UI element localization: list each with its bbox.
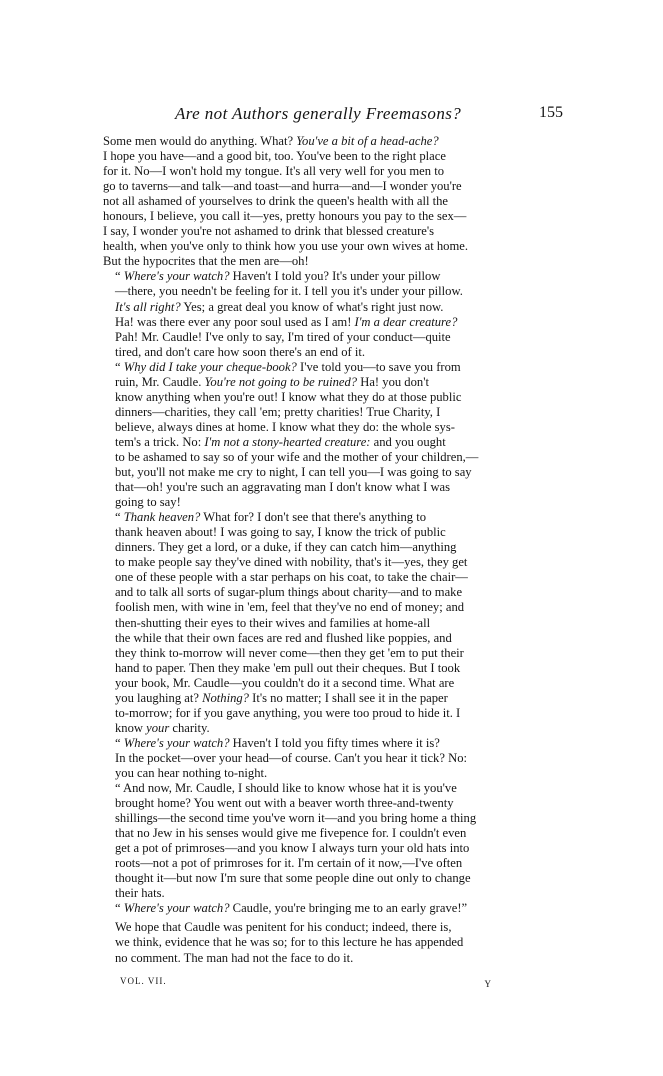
- text-segment: thank heaven about! I was going to say, I know the trick of public: [115, 525, 446, 540]
- text-segment: to-morrow; for if you gave anything, you were too proud to hide it. I: [115, 705, 461, 720]
- text-segment: —there, you needn't be feeling for it. I tell you it's under your pillow.: [115, 284, 463, 299]
- text-line: [103, 480, 558, 495]
- text-line: [103, 239, 558, 254]
- page-number: 155: [539, 104, 563, 121]
- text-segment: we think, evidence that he was so; for to this lecture he has appended: [115, 935, 464, 950]
- text-segment: but, you'll not make me cry to night, I can tell you—I was going to say: [115, 465, 472, 480]
- text-line: [103, 209, 558, 224]
- text-segment: no comment. The man had not the face to do it.: [115, 950, 354, 965]
- text-line: [103, 570, 558, 585]
- text-segment: believe, always dines at home. I know what they do: the whole sys-: [115, 419, 455, 434]
- text-segment: dinners. They get a lord, or a duke, if they can catch him—anything: [115, 540, 457, 555]
- italic-text: I'm a dear creature?: [354, 314, 458, 329]
- text-segment: you laughing at?: [115, 690, 203, 705]
- text-segment: the while that their own faces are red and flushed like poppies, and: [115, 630, 452, 645]
- text-line: [103, 224, 558, 239]
- text-line: [103, 540, 558, 555]
- text-segment: ruin, Mr. Caudle.: [115, 374, 205, 389]
- text-line: [103, 901, 558, 916]
- text-segment: Some men would do anything. What?: [103, 134, 297, 148]
- text-segment: I say, I wonder you're not ashamed to drink that blessed creature's: [103, 224, 435, 239]
- text-segment: for it. No—I won't hold my tongue. It's all very well for you men to: [103, 164, 445, 179]
- text-segment: one of these people with a star perhaps on his coat, to take the chair—: [115, 570, 468, 585]
- italic-text: Where's your watch?: [123, 735, 230, 750]
- text-line: [103, 375, 558, 390]
- italic-text: I'm not a stony-hearted creature:: [204, 434, 371, 449]
- text-segment: know anything when you're out! I know what they do at those public: [115, 389, 462, 404]
- text-segment: “: [115, 359, 124, 374]
- text-line: [103, 736, 558, 751]
- text-segment: But the hypocrites that the men are—oh!: [103, 254, 309, 269]
- text-segment: Haven't I told you fifty times where it is?: [229, 735, 440, 750]
- text-line: [103, 781, 558, 796]
- text-segment: dinners—charities, they call 'em; pretty charities! True Charity, I: [115, 404, 441, 419]
- text-segment: and to talk all sorts of sugar-plum things about charity—and to make: [115, 585, 463, 600]
- signature-mark: Y: [484, 979, 492, 989]
- text-line: [103, 691, 558, 706]
- paragraph: [103, 134, 558, 269]
- text-line: [103, 435, 558, 450]
- paragraph: [103, 510, 558, 736]
- text-segment: they think to-morrow will never come—then they get 'em to put their: [115, 645, 464, 660]
- text-line: [103, 450, 558, 465]
- text-line: [103, 345, 558, 360]
- italic-text: Where's your watch?: [123, 269, 230, 284]
- body-text: [103, 134, 558, 966]
- text-segment: Haven't I told you? It's under your pillow: [229, 269, 441, 284]
- text-line: [103, 706, 558, 721]
- text-line: [103, 616, 558, 631]
- text-line: [103, 826, 558, 841]
- text-segment: foolish men, with wine in 'em, feel that they've no end of money; and: [115, 600, 465, 615]
- text-line: [103, 841, 558, 856]
- text-segment: Yes; a great deal you know of what's right just now.: [180, 299, 444, 314]
- text-line: [103, 164, 558, 179]
- text-segment: What for? I don't see that there's anything to: [200, 510, 427, 525]
- text-segment: tem's a trick. No:: [115, 434, 205, 449]
- text-segment: “ And now, Mr. Caudle, I should like to know whose hat it is you've: [115, 781, 457, 796]
- text-line: [103, 661, 558, 676]
- text-line: [103, 721, 558, 736]
- text-segment: thought it—but now I'm sure that some people dine out only to change: [115, 871, 471, 886]
- text-segment: then-shutting their eyes to their wives and families at home-all: [115, 615, 431, 630]
- text-line: [103, 631, 558, 646]
- paragraph: [103, 901, 558, 916]
- text-line: [103, 465, 558, 480]
- text-line: [103, 585, 558, 600]
- volume-label: VOL. VII.: [120, 976, 167, 986]
- text-line: [103, 886, 558, 901]
- italic-text: Thank heaven?: [123, 510, 201, 525]
- text-segment: I hope you have—and a good bit, too. You've been to the right place: [103, 149, 446, 164]
- running-header: [103, 102, 563, 126]
- text-segment: to make people say they've dined with nobility, that's it—yes, they get: [115, 555, 468, 570]
- text-segment: Caudle, you're bringing me to an early grave!”: [229, 901, 468, 916]
- text-line: [103, 405, 558, 420]
- text-segment: charity.: [169, 720, 210, 735]
- text-line: [103, 315, 558, 330]
- italic-text: You're not going to be ruined?: [204, 374, 358, 389]
- text-line: [103, 194, 558, 209]
- text-line: [103, 330, 558, 345]
- text-line: [103, 600, 558, 615]
- text-line: [103, 149, 558, 164]
- paragraph: [103, 360, 558, 510]
- italic-text: Why did I take your cheque-book?: [123, 359, 297, 374]
- text-segment: that—oh! you're such an aggravating man I don't know what I was: [115, 480, 451, 495]
- text-segment: hand to paper. Then they make 'em pull out their cheques. But I took: [115, 660, 461, 675]
- text-segment: their hats.: [115, 886, 165, 901]
- running-title: Are not Authors generally Freemasons?: [175, 104, 462, 123]
- text-segment: We hope that Caudle was penitent for his conduct; indeed, there is,: [115, 920, 452, 935]
- text-line: [103, 300, 558, 315]
- text-line: [103, 856, 558, 871]
- text-segment: go to taverns—and talk—and toast—and hurra—and—I wonder you're: [103, 179, 462, 194]
- text-line: [103, 796, 558, 811]
- text-segment: and you ought: [370, 434, 446, 449]
- text-segment: shillings—the second time you've worn it—and you bring home a thing: [115, 811, 477, 826]
- text-line: [103, 920, 558, 935]
- text-segment: that no Jew in his senses would give me fivepence for. I couldn't even: [115, 826, 467, 841]
- text-segment: health, when you've only to think how you use your own wives at home.: [103, 239, 468, 254]
- text-segment: honours, I believe, you call it—yes, pretty honours you pay to the sex—: [103, 209, 467, 224]
- text-line: [103, 555, 558, 570]
- italic-text: your: [146, 720, 170, 735]
- text-segment: to be ashamed to say so of your wife and the mother of your children,—: [115, 449, 479, 464]
- paragraph: [103, 920, 558, 965]
- text-segment: In the pocket—over your head—of course. Can't you hear it tick? No:: [115, 750, 467, 765]
- text-line: [103, 951, 558, 966]
- text-line: [103, 676, 558, 691]
- text-segment: brought home? You went out with a beaver worth three-and-twenty: [115, 796, 454, 811]
- text-line: [103, 254, 558, 269]
- text-line: [103, 284, 558, 299]
- text-line: [103, 646, 558, 661]
- paragraph: [103, 736, 558, 781]
- text-segment: “: [115, 510, 124, 525]
- paragraph: [103, 269, 558, 359]
- text-line: [103, 811, 558, 826]
- paragraph: [103, 781, 558, 901]
- text-line: [103, 390, 558, 405]
- text-line: [103, 179, 558, 194]
- text-line: [103, 525, 558, 540]
- text-line: [103, 269, 558, 284]
- text-segment: Pah! Mr. Caudle! I've only to say, I'm tired of your conduct—quite: [115, 329, 451, 344]
- text-line: [103, 766, 558, 781]
- italic-text: It's all right?: [115, 299, 181, 314]
- italic-text: Nothing?: [202, 690, 249, 705]
- text-line: [103, 871, 558, 886]
- text-line: [103, 510, 558, 525]
- text-segment: get a pot of primroses—and you know I always turn your old hats into: [115, 841, 470, 856]
- text-segment: “: [115, 901, 124, 916]
- text-segment: “: [115, 735, 124, 750]
- text-segment: “: [115, 269, 124, 284]
- text-segment: I've told you—to save you from: [296, 359, 461, 374]
- text-segment: you can hear nothing to-night.: [115, 765, 268, 780]
- text-segment: It's no matter; I shall see it in the paper: [248, 690, 448, 705]
- text-line: [103, 751, 558, 766]
- text-line: [103, 495, 558, 510]
- text-segment: Ha! was there ever any poor soul used as I am!: [115, 314, 355, 329]
- text-segment: roots—not a pot of primroses for it. I'm certain of it now,—I've often: [115, 856, 463, 871]
- text-segment: your book, Mr. Caudle—you couldn't do it a second time. What are: [115, 675, 455, 690]
- text-segment: going to say!: [115, 495, 181, 510]
- text-segment: Ha! you don't: [357, 374, 429, 389]
- text-segment: know: [115, 720, 147, 735]
- text-line: [103, 360, 558, 375]
- italic-text: You've a bit of a head-ache?: [296, 134, 439, 148]
- text-line: [103, 420, 558, 435]
- text-line: [103, 134, 558, 149]
- text-segment: not all ashamed of yourselves to drink the queen's health with all the: [103, 194, 449, 209]
- text-line: [103, 935, 558, 950]
- text-segment: tired, and don't care how soon there's an end of it.: [115, 344, 366, 359]
- italic-text: Where's your watch?: [123, 901, 230, 916]
